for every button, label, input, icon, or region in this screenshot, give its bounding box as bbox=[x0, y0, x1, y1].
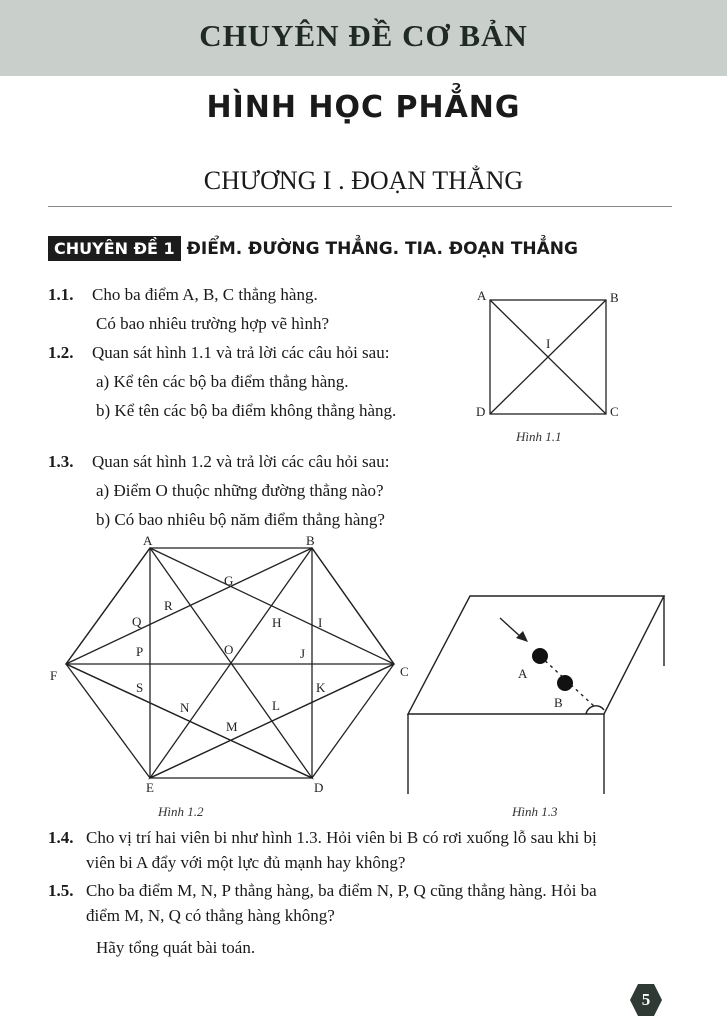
line-fd bbox=[66, 664, 312, 778]
problem-text: Quan sát hình 1.1 và trả lời các câu hỏi sau: bbox=[92, 343, 390, 362]
corner-hole bbox=[586, 706, 604, 714]
arrow-head-icon bbox=[516, 631, 528, 642]
point-label-r: R bbox=[164, 598, 173, 613]
problem-text: b) Kể tên các bộ ba điểm không thẳng hàng. bbox=[96, 401, 397, 420]
problem-1-1 bbox=[48, 285, 318, 305]
point-label-b: B bbox=[306, 533, 315, 548]
figure-1-2 bbox=[40, 530, 420, 802]
triangle-adf bbox=[66, 548, 312, 778]
problem-text: điểm M, N, Q có thẳng hàng không? bbox=[86, 906, 335, 925]
point-label-a: A bbox=[143, 533, 153, 548]
problem-text: Có bao nhiêu trường hợp vẽ hình? bbox=[96, 314, 330, 333]
triangle-bce bbox=[150, 548, 394, 778]
point-label-b: B bbox=[610, 290, 619, 305]
ball-a bbox=[532, 648, 548, 664]
line-ec bbox=[150, 664, 394, 778]
figure-1-3 bbox=[400, 586, 672, 800]
problem-number: 1.5. bbox=[48, 881, 74, 900]
problem-text: a) Điểm O thuộc những đường thẳng nào? bbox=[96, 481, 384, 500]
push-arrow bbox=[500, 618, 522, 638]
problem-text: viên bi A đẩy với một lực đủ mạnh hay không? bbox=[86, 853, 406, 872]
point-label-s: S bbox=[136, 680, 144, 695]
line-bf bbox=[66, 548, 312, 664]
chapter-divider bbox=[48, 206, 672, 207]
book-title: HÌNH HỌC PHẲNG bbox=[206, 90, 521, 125]
problem-number: 1.2. bbox=[48, 343, 74, 362]
problem-text: a) Kể tên các bộ ba điểm thẳng hàng. bbox=[96, 372, 349, 391]
point-label-e: E bbox=[146, 780, 154, 795]
point-label-o: O bbox=[224, 642, 234, 657]
topic-title: ĐIỂM. ĐƯỜNG THẲNG. TIA. ĐOẠN THẲNG bbox=[186, 238, 578, 259]
problem-text: Cho ba điểm M, N, P thẳng hàng, ba điểm N, P, Q cũng thẳng hàng. Hỏi ba bbox=[86, 881, 597, 900]
point-label-i: I bbox=[318, 615, 323, 630]
ball-label-b: B bbox=[554, 695, 563, 710]
problem-number: 1.1. bbox=[48, 285, 74, 304]
ball-label-a: A bbox=[518, 666, 528, 681]
page-number: 5 bbox=[641, 990, 651, 1009]
problem-number: 1.4. bbox=[48, 828, 74, 847]
problem-1-4 bbox=[48, 828, 597, 848]
point-label-q: Q bbox=[132, 614, 142, 629]
point-label-d: D bbox=[476, 404, 486, 419]
problem-text: Cho ba điểm A, B, C thẳng hàng. bbox=[92, 285, 318, 304]
point-label-c: C bbox=[400, 664, 409, 679]
problem-text: Cho vị trí hai viên bi như hình 1.3. Hỏi viên bi B có rơi xuống lỗ sau khi bị bbox=[86, 828, 597, 847]
point-label-f: F bbox=[50, 668, 58, 683]
figure-caption: Hình 1.1 bbox=[516, 429, 562, 444]
problem-1-2 bbox=[48, 343, 389, 363]
problem-1-5 bbox=[48, 881, 597, 901]
problem-text: Hãy tổng quát bài toán. bbox=[96, 938, 256, 957]
point-label-g: G bbox=[224, 573, 234, 588]
line-ac bbox=[150, 548, 394, 664]
point-label-m: M bbox=[226, 719, 238, 734]
topic-heading bbox=[48, 236, 578, 263]
problem-1-3 bbox=[48, 452, 389, 472]
ball-b bbox=[557, 675, 573, 691]
point-label-c: C bbox=[610, 404, 619, 419]
figure-1-1 bbox=[470, 284, 630, 424]
point-label-h: H bbox=[272, 615, 282, 630]
problem-number: 1.3. bbox=[48, 452, 74, 471]
point-label-a: A bbox=[477, 288, 487, 303]
point-label-i: I bbox=[546, 336, 551, 351]
figure-caption: Hình 1.3 bbox=[512, 804, 558, 819]
problem-text: b) Có bao nhiêu bộ năm điểm thẳng hàng? bbox=[96, 510, 385, 529]
series-title: CHUYÊN ĐỀ CƠ BẢN bbox=[199, 18, 528, 53]
point-label-l: L bbox=[272, 698, 280, 713]
point-label-d: D bbox=[314, 780, 324, 795]
chapter-title: CHƯƠNG I . ĐOẠN THẲNG bbox=[203, 166, 524, 195]
point-label-n: N bbox=[180, 700, 190, 715]
figure-caption: Hình 1.2 bbox=[158, 804, 204, 819]
topic-badge: CHUYÊN ĐỀ 1 bbox=[48, 236, 181, 261]
point-label-j: J bbox=[300, 646, 306, 661]
point-label-p: P bbox=[136, 644, 144, 659]
point-label-k: K bbox=[316, 680, 326, 695]
problem-text: Quan sát hình 1.2 và trả lời các câu hỏi sau: bbox=[92, 452, 390, 471]
